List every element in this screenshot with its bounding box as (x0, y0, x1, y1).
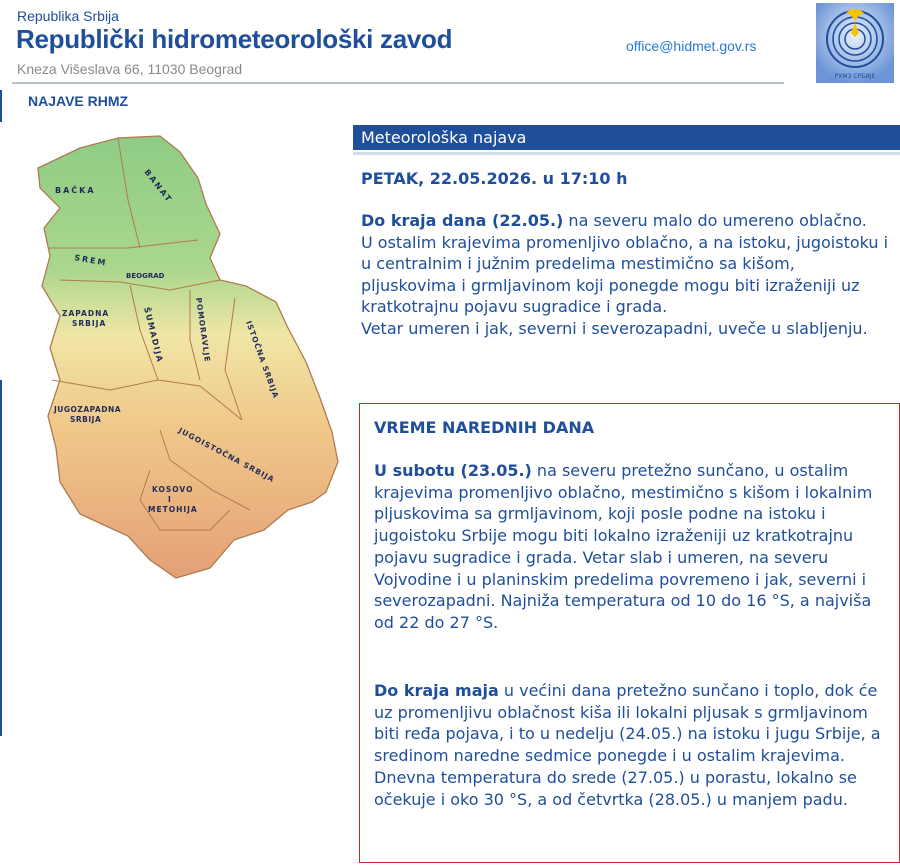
next-days-title: VREME NAREDNIH DANA (374, 418, 595, 437)
saturday-text: na severu pretežno sunčano, u ostalim krajevima promenljivo oblačno, mestimično s kišom i lokalnim pljuskovima sa grmljavinom, koji posle podne na istoku i jugoistoku Srbije mogu biti lokalno izraženiji uz kratkotrajnu pojavu sugradice i grada. Vetar slab i umeren, na severu Vojvodine i u planinskim predelima povremeno i jak, severni i severozapadni. Najniža temperatura od 10 do 16 °S, a najviša od 22 do 27 °S. (374, 461, 873, 632)
end-of-may-text: u većini dana pretežno sunčano i toplo, dok će uz promenljivu oblačnost kiša ili lokalni pljusak s grmljavinom biti ređa pojava, i to u nedelju (24.05.) na istoku i jugu Srbije, a sredinom naredne sedmice ponegde i u ostalim krajevima. (374, 681, 881, 766)
end-of-may-label: Do kraja maja (374, 681, 499, 700)
left-accent-bar (0, 90, 2, 122)
saturday-label: U subotu (23.05.) (374, 461, 532, 480)
address: Kneza Višeslava 66, 11030 Beograd (17, 61, 243, 77)
map-label-istocna: ISTOČNA SRBIJA (244, 319, 281, 400)
header-divider (12, 82, 784, 84)
map-label-zapadna-2: SRBIJA (72, 319, 107, 328)
temperature-trend: Dnevna temperatura do srede (27.05.) u porastu, lokalno se očekuje i oko 30 °S, a od četvrtka (28.05.) u manjem padu. (374, 767, 857, 809)
map-label-pomoravlje: POMORAVLJE (194, 297, 213, 363)
saturday-forecast (374, 460, 889, 634)
map-label-banat: BANAT (142, 167, 175, 205)
rhmz-logo-icon[interactable] (816, 3, 894, 83)
map-label-sumadija: ŠUMADIJA (142, 306, 165, 364)
email-link[interactable]: office@hidmet.gov.rs (626, 38, 757, 54)
next-days-box (359, 403, 900, 863)
forecast-paragraph-2: U ostalim krajevima promenljivo oblačno, a na istoku, jugoistoku i u centralnim i južnim predelima mestimično sa kišom, pljuskovima i grmljavinom koji ponegde mogu biti izraženiji uz kratkotrajnu pojavu sugradice i grada. (361, 232, 889, 316)
forecast-period-label: Do kraja dana (22.05.) (361, 211, 564, 230)
today-forecast (361, 210, 891, 339)
map-label-kosovo-2: I (168, 495, 171, 504)
map-label-beograd: BEOGRAD (126, 272, 165, 280)
forecast-date: PETAK, 22.05.2026. u 17:10 h (361, 169, 628, 188)
end-of-may-forecast (374, 680, 889, 810)
map-label-zapadna-1: ZAPADNA (62, 309, 110, 318)
logo-text: РХМЗ СРБИЈЕ (834, 73, 876, 80)
map-label-kosovo-1: KOSOVO (152, 485, 194, 494)
map-label-jugoistocna: JUGOISTOČNA SRBIJA (177, 425, 277, 485)
section-title-bar: Meteorološka najava (353, 125, 900, 150)
map-label-backa: BAČKA (55, 186, 96, 195)
map-label-srem: SREM (73, 253, 109, 268)
map-label-jugozapadna-1: JUGOZAPADNA (54, 405, 122, 414)
map-label-jugozapadna-2: SRBIJA (70, 415, 102, 424)
forecast-paragraph-1 (361, 210, 891, 232)
site-header (0, 0, 900, 88)
forecast-paragraph-3: Vetar umeren i jak, severni i severozapadni, uveče u slabljenju. (361, 318, 868, 338)
left-accent-bar-lower (0, 380, 2, 736)
forecast-period-text: na severu malo do umereno oblačno. (563, 211, 867, 230)
institution-title[interactable]: Republički hidrometeorološki zavod (16, 24, 453, 54)
section-underline (353, 152, 900, 155)
government-label: Republika Srbija (17, 8, 119, 24)
serbia-region-map[interactable] (20, 130, 350, 580)
map-label-kosovo-3: METOHIJA (148, 505, 198, 514)
sidebar-title[interactable]: NAJAVE RHMZ (28, 93, 129, 109)
end-of-may-paragraph (374, 680, 889, 767)
